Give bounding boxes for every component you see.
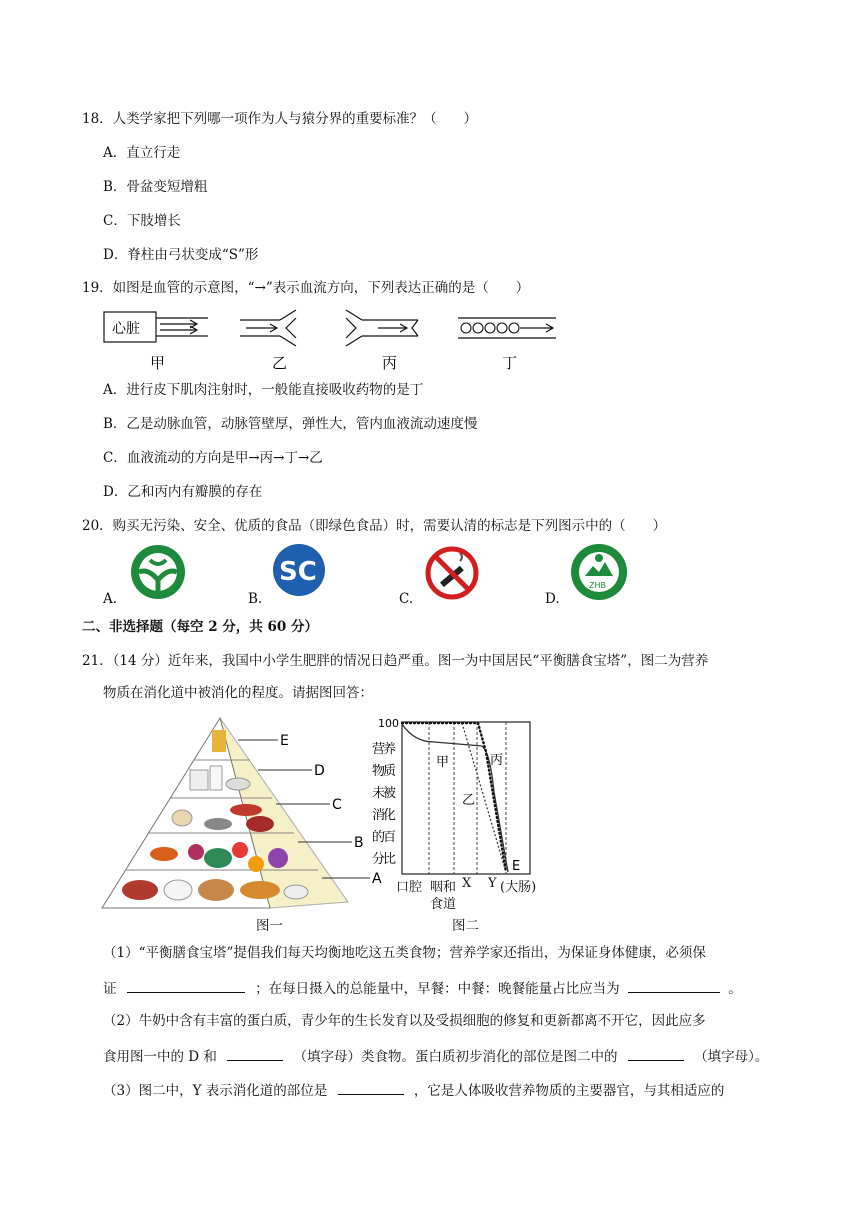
section-2-heading: 二、非选择题（每空 2 分，共 60 分） xyxy=(82,619,318,635)
x-label-x: X xyxy=(462,876,472,891)
chart-y-axis-label-col2 xyxy=(383,738,399,878)
curve-label-bing: 丙 xyxy=(490,753,504,768)
q21-part1-line2: 证 ；在每日摄入的总能量中，早餐：中餐：晚餐能量占比应当为 。 xyxy=(103,978,742,998)
q21-part2-line1: （2）牛奶中含有丰富的蛋白质，青少年的生长发育以及受损细胞的修复和更新都离不开它，因此应多 xyxy=(103,1013,706,1029)
answer-blank-1[interactable] xyxy=(127,978,245,993)
food-pyramid-figure xyxy=(100,712,400,916)
pyramid-label-e: E xyxy=(280,733,289,749)
svg-text:化: 化 xyxy=(383,808,397,823)
y-axis-top-label: 100 xyxy=(378,717,399,730)
label-bing: 丙 xyxy=(382,354,398,372)
no-smoking-logo-icon xyxy=(424,545,480,605)
q18-option-b: B．骨盆变短增粗 xyxy=(103,179,208,195)
svg-text:消: 消 xyxy=(372,808,386,823)
figure-1-caption: 图一 xyxy=(256,918,283,934)
pyramid-label-b: B xyxy=(354,835,364,851)
x-label-y: Y xyxy=(488,876,497,891)
svg-text:营: 营 xyxy=(372,742,386,757)
answer-blank-3[interactable] xyxy=(227,1046,283,1061)
q19-option-d: D．乙和丙内有瓣膜的存在 xyxy=(103,484,263,500)
label-yi: 乙 xyxy=(272,354,288,372)
curve-label-yi: 乙 xyxy=(462,793,476,808)
svg-text:物: 物 xyxy=(372,764,386,779)
q20-option-d: D. xyxy=(545,591,560,607)
answer-blank-5[interactable] xyxy=(338,1080,404,1095)
x-label-pharynx: 咽和 xyxy=(430,880,457,895)
x-label-esophagus: 食道 xyxy=(430,897,457,912)
pyramid-label-c: C xyxy=(332,797,342,813)
x-label-large-intestine: (大肠) xyxy=(500,880,537,895)
svg-text:被: 被 xyxy=(383,786,397,801)
q21-part3-line1: （3）图二中，Y 表示消化道的部位是 ，它是人体吸收营养物质的主要器官，与其相适应的 xyxy=(103,1080,724,1100)
q21-stem-line1: 21．（14 分）近年来，我国中小学生肥胖的情况日趋严重。图一为中国居民“平衡膳食宝塔”，图二为营养 xyxy=(82,653,709,669)
svg-text:质: 质 xyxy=(383,764,397,779)
label-ding: 丁 xyxy=(502,354,518,372)
q18-stem: 18．人类学家把下列哪一项作为人与猿分界的重要标准？（ ） xyxy=(82,111,478,127)
vessel-ding xyxy=(458,318,556,338)
vessel-jia xyxy=(104,312,208,342)
q18-option-a: A．直立行走 xyxy=(103,145,181,161)
label-jia: 甲 xyxy=(150,354,166,372)
q20-stem: 20．购买无污染、安全、优质的食品（即绿色食品）时，需要认清的标志是下列图示中的（ ） xyxy=(82,518,667,534)
curve-label-jia: 甲 xyxy=(436,755,450,770)
green-food-logo-icon xyxy=(128,542,188,606)
answer-blank-4[interactable] xyxy=(628,1046,684,1061)
blood-vessel-figure xyxy=(100,308,570,378)
q18-option-c: C．下肢增长 xyxy=(103,213,181,229)
q20-option-b: B. xyxy=(248,591,263,607)
answer-blank-2[interactable] xyxy=(628,978,720,993)
q19-option-a: A．进行皮下肌肉注射时，一般能直接吸收药物的是丁 xyxy=(103,382,424,398)
vessel-bing xyxy=(346,310,418,346)
q21-part1-line1: （1）“平衡膳食宝塔”提倡我们每天均衡地吃这五类食物；营养学家还指出，为保证身体健康，必须保 xyxy=(103,945,706,961)
q19-option-c: C．血液流动的方向是甲→丙→丁→乙 xyxy=(103,450,323,466)
q18-option-d: D．脊柱由弓状变成“S”形 xyxy=(103,247,259,263)
curve-jia xyxy=(402,724,508,872)
svg-text:的: 的 xyxy=(372,830,386,845)
q19-stem: 19．如图是血管的示意图，“→”表示血流方向，下列表达正确的是（ ） xyxy=(82,280,530,296)
q20-option-c: C. xyxy=(399,591,414,607)
chart-end-label-e: E xyxy=(512,859,521,874)
svg-text:百: 百 xyxy=(383,830,397,845)
zhb-logo-text: ZHB xyxy=(589,581,606,590)
svg-text:分: 分 xyxy=(372,852,386,867)
sc-logo-icon xyxy=(271,542,327,602)
pyramid-label-a: A xyxy=(372,871,382,887)
heart-box-label: 心脏 xyxy=(112,321,140,337)
svg-text:比: 比 xyxy=(383,852,397,867)
figure-2-caption: 图二 xyxy=(452,918,479,934)
pyramid-label-d: D xyxy=(314,763,325,779)
q21-part2-line2: 食用图一中的 D 和 （填字母）类食物。蛋白质初步消化的部位是图二中的 （填字母）。 xyxy=(103,1046,768,1066)
q21-stem-line2: 物质在消化道中被消化的程度。请据图回答： xyxy=(103,685,373,701)
q19-option-b: B．乙是动脉血管，动脉管壁厚，弹性大，管内血液流动速度慢 xyxy=(103,416,478,432)
vessel-yi xyxy=(240,310,296,346)
sc-logo-text: SC xyxy=(279,557,317,587)
svg-text:未: 未 xyxy=(372,786,386,801)
zhb-eco-logo-icon xyxy=(569,542,629,606)
svg-text:养: 养 xyxy=(383,742,397,757)
q20-option-a: A. xyxy=(103,591,118,607)
x-label-mouth: 口腔 xyxy=(396,880,423,895)
